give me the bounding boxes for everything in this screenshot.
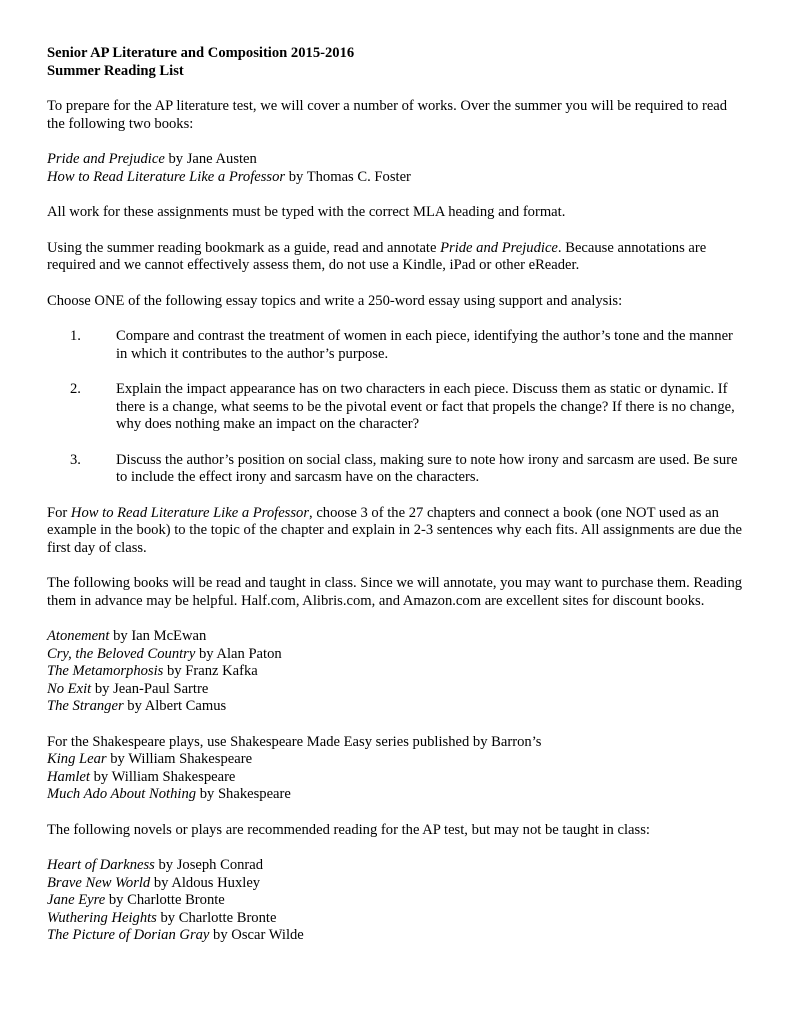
book-entry (47, 169, 747, 187)
essay-topic-number: 3. (70, 451, 81, 468)
book-entry (47, 663, 747, 681)
book-author: by Albert Camus (123, 698, 227, 714)
book-title: Hamlet (47, 768, 90, 785)
document-header (47, 45, 747, 80)
mla-note: All work for these assignments must be typed with the correct MLA heading and format. (47, 204, 566, 220)
book-entry (47, 751, 747, 769)
book-title: Cry, the Beloved Country (47, 645, 196, 662)
class-books-list (47, 628, 747, 716)
book-author: by Franz Kafka (163, 663, 258, 679)
shakespeare-intro: For the Shakespeare plays, use Shakespeare Made Easy series published by Barron’s (47, 733, 542, 750)
bookmark-paragraph (47, 240, 747, 275)
book-author: by Jean-Paul Sartre (91, 680, 209, 697)
book-entry (47, 875, 747, 893)
book-title: The Metamorphosis (47, 663, 164, 679)
book-author: by Charlotte Bronte (156, 909, 277, 926)
bookmark-text-pre: Using the summer reading bookmark as a guide, read and annotate (47, 239, 441, 256)
book-entry (47, 628, 747, 646)
essay-topic-number: 2. (70, 381, 81, 397)
book-entry (47, 910, 747, 928)
essay-topic (47, 452, 747, 487)
book-title: Pride and Prejudice (47, 151, 165, 167)
recommended-books-list (47, 857, 747, 945)
book-title: Wuthering Heights (47, 909, 157, 926)
book-entry (47, 786, 747, 804)
book-title: How to Read Literature Like a Professor (47, 168, 286, 185)
book-author: by Jane Austen (164, 151, 257, 167)
shakespeare-section (47, 734, 747, 804)
book-title: No Exit (47, 680, 92, 697)
book-title: Much Ado About Nothing (47, 786, 197, 802)
book-entry (47, 857, 747, 875)
book-author: by William Shakespeare (106, 751, 253, 767)
essay-topic-text: Explain the impact appearance has on two characters in each piece. Discuss them as static or dynamic. If there is a change, what seems to be the pivotal event or fact that propels the change? If there is no change, why does nothing make an impact on the character? (116, 381, 735, 432)
professor-text-pre: For (47, 504, 71, 521)
book-author: by Aldous Huxley (150, 874, 261, 891)
book-author: by Ian McEwan (109, 628, 207, 644)
book-author: by Thomas C. Foster (285, 168, 411, 185)
book-author: by Alan Paton (195, 645, 282, 662)
book-author: by Joseph Conrad (154, 857, 264, 873)
recommended-intro: The following novels or plays are recommended reading for the AP test, but may not be taught in class: (47, 821, 650, 838)
book-author: by Oscar Wilde (209, 927, 304, 943)
essay-topic-text: Discuss the author’s position on social class, making sure to note how irony and sarcasm are used. Be sure to include the effect irony and sarcasm have on the characters. (116, 451, 738, 485)
book-entry (47, 151, 747, 169)
essay-topic (47, 328, 747, 363)
essay-topic (47, 381, 747, 434)
book-author: by Shakespeare (196, 786, 291, 802)
book-entry (47, 769, 747, 787)
book-author: by William Shakespeare (89, 768, 236, 785)
document-subtitle: Summer Reading List (47, 62, 184, 79)
essay-topic-text: Compare and contrast the treatment of women in each piece, identifying the author’s tone and the manner in which it contributes to the author’s purpose. (116, 328, 733, 362)
class-books-intro: The following books will be read and taught in class. Since we will annotate, you may want to purchase them. Reading them in advance may be helpful. Half.com, Alibris.com, and Amazon.com are excellent sites for discount books. (47, 575, 743, 609)
book-entry (47, 698, 747, 716)
essay-topics-list (47, 328, 747, 487)
document-title: Senior AP Literature and Composition 2015-2016 (47, 45, 355, 61)
required-books-list (47, 151, 747, 186)
book-title: The Stranger (47, 698, 124, 714)
book-entry (47, 646, 747, 664)
book-entry (47, 681, 747, 699)
book-title: The Picture of Dorian Gray (47, 927, 210, 943)
book-title: Atonement (47, 628, 110, 644)
professor-text-post: , choose 3 of the 27 chapters and connect a book (one NOT used as an example in the book) to the topic of the chapter and explain in 2-3 sentences why each fits. All assignments are due the first day of class. (47, 504, 743, 556)
essay-intro: Choose ONE of the following essay topics and write a 250-word essay using support and analysis: (47, 292, 623, 309)
book-entry (47, 892, 747, 910)
book-entry (47, 927, 747, 945)
bookmark-book-title: Pride and Prejudice (440, 239, 558, 256)
book-title: King Lear (47, 751, 107, 767)
intro-paragraph: To prepare for the AP literature test, we will cover a number of works. Over the summer you will be required to read the following two books: (47, 98, 728, 132)
professor-book-title: How to Read Literature Like a Professor (70, 504, 310, 521)
book-title: Jane Eyre (47, 892, 106, 908)
document-page (47, 45, 747, 963)
book-title: Heart of Darkness (47, 857, 155, 873)
book-title: Brave New World (47, 874, 151, 891)
book-author: by Charlotte Bronte (105, 892, 225, 908)
essay-topic-number: 1. (70, 328, 81, 344)
bookmark-text-post: . Because annotations are required and we cannot effectively assess them, do not use a Kindle, iPad or other eReader. (47, 239, 707, 273)
professor-assignment (47, 505, 747, 558)
